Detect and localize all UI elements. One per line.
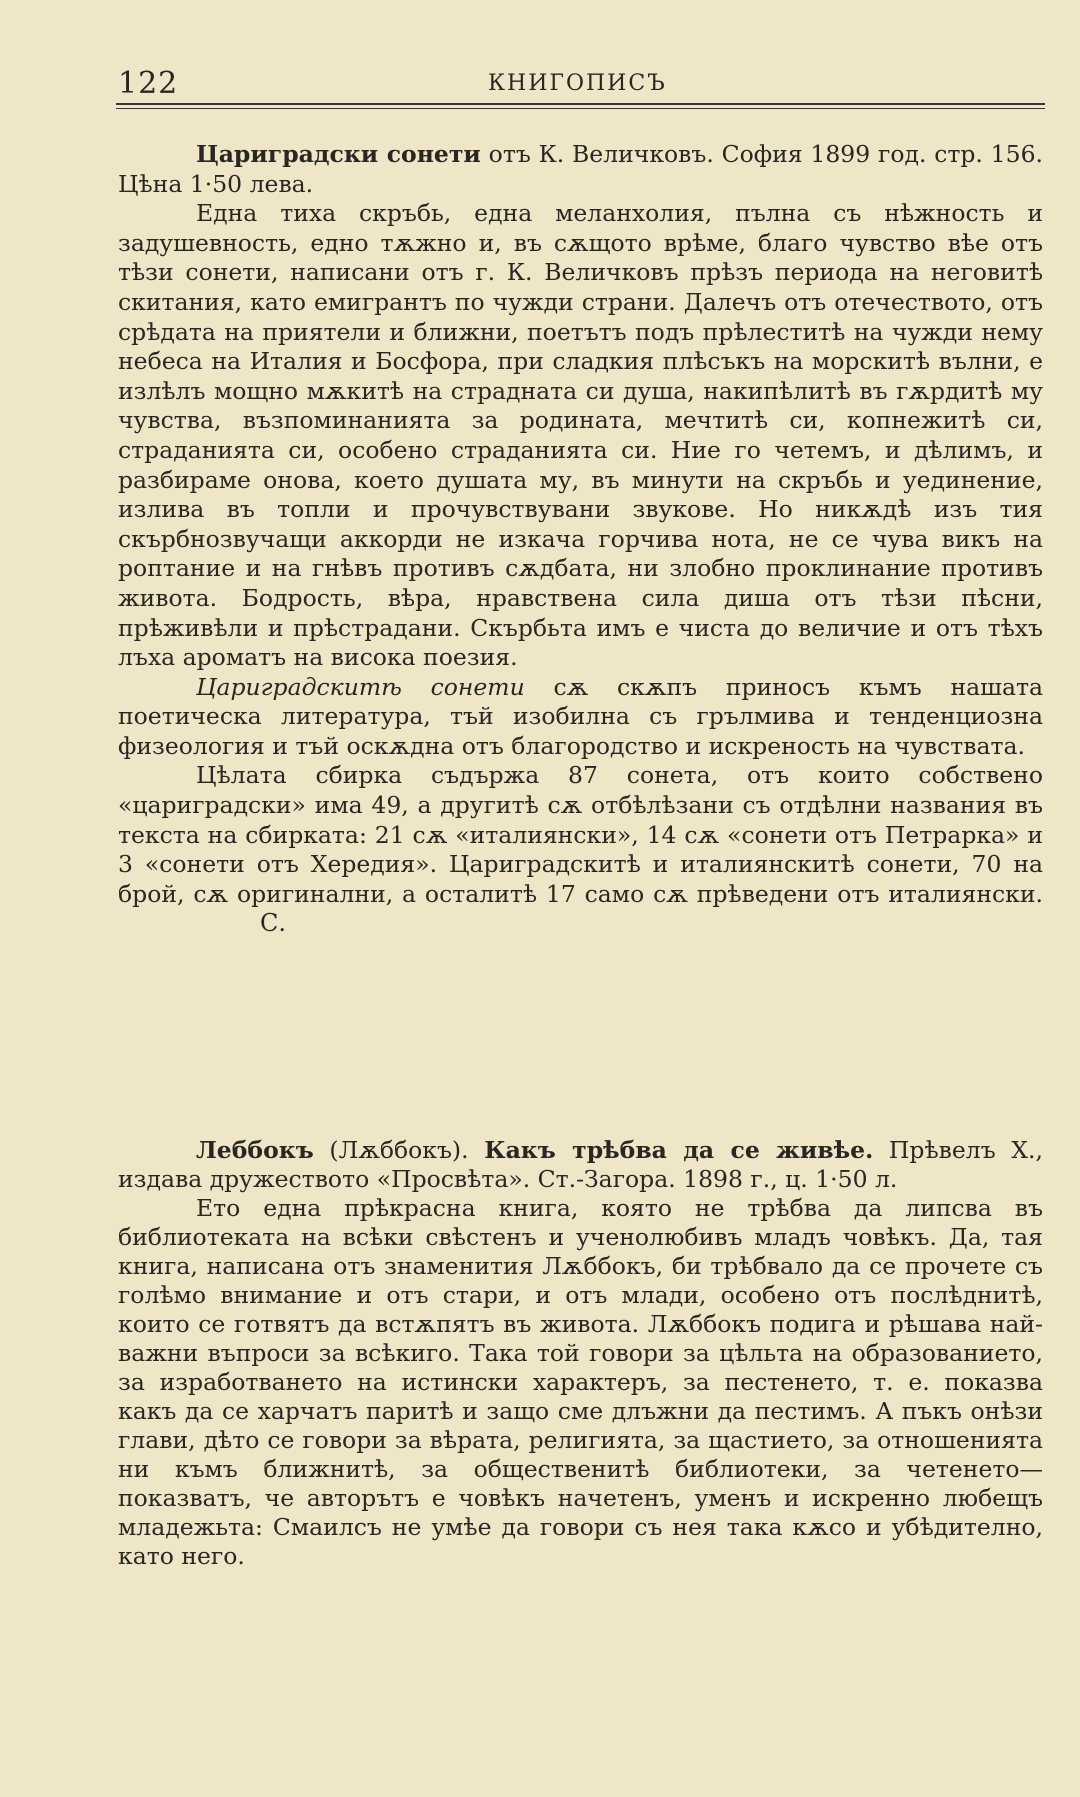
author-variant: (Лѫббокъ). <box>313 1136 485 1164</box>
book-title: Цариградски сонети <box>196 140 481 168</box>
header-rule-thick <box>116 103 1045 105</box>
reviewer-signature: С. <box>260 909 286 938</box>
page-header <box>118 66 1043 102</box>
paragraph-text: Цѣлата сбирка съдържа 87 сонета, отъ които собствено «цариградски» има 49, а другитѣ сѫ отбѣлѣзани съ отдѣлни названия въ текста на сбирката: 21 сѫ «италиянски», 14 сѫ «сонети отъ Петрарка» и 3 «сонети отъ Хередия». Цариградскитѣ и италиянскитѣ сонети, 70 на брой, сѫ оригинални, а осталитѣ 17 само сѫ прѣведени отъ италиянски. <box>118 761 1043 908</box>
book-citation: отъ К. Величковъ. София 1899 год. стр. 156. Цѣна 1·50 лева. <box>118 140 1043 198</box>
book-title: Какъ трѣбва да се живѣе. <box>484 1136 874 1164</box>
review-tsarigradski-soneti <box>118 140 1043 939</box>
paragraph-text: сѫ скѫпъ приносъ къмъ нашата поетическа литература, тъй изобилна съ грълмива и тенденциозна физеология и тъй оскѫдна отъ благородство и искреность на чувствата. <box>118 672 1043 760</box>
header-rule-thin <box>116 108 1045 109</box>
review-paragraph: Ето една прѣкрасна книга, която не трѣбва да липсва въ библиотеката на всѣки свѣстенъ и ученолюбивъ младъ човѣкъ. Да, тая книга, написана отъ знаменития Лѫббокъ, би трѣбвало да се прочете съ голѣмо внимание и отъ стари, и отъ млади, особено отъ послѣднитѣ, които се готвятъ да встѫпятъ въ живота. Лѫббокъ подига и рѣшава най-важни въпроси за всѣкиго. Така той говори за цѣльта на образованието, за изработването на истински характеръ, за пестенето, т. е. показва какъ да се харчатъ паритѣ и защо сме длъжни да пестимъ. А пъкъ онѣзи глави, дѣто се говори за вѣрата, религията, за щастието, за отношенията ни къмъ ближнитѣ, за общественитѣ библиотеки, за четенето—показватъ, че авторътъ е човѣкъ начетенъ, уменъ и искренно любещъ младежьта: Смаилсъ не умѣе да говори съ нея така кѫсо и убѣдително, като него. <box>118 1194 1043 1570</box>
running-title: КНИГОПИСЪ <box>488 71 667 96</box>
review-paragraph <box>118 761 1043 939</box>
review-heading <box>118 1136 1043 1194</box>
book-citation: Прѣвелъ Х., издава дружеството «Просвѣта». Ст.-Загора. 1898 г., ц. 1·50 л. <box>118 1136 1043 1193</box>
book-author: Леббокъ <box>196 1136 314 1164</box>
review-kak-trebva-da-se-zhivee <box>118 1136 1043 1571</box>
italic-book-title: Цариградскитѣ сонети <box>196 672 525 701</box>
review-heading <box>118 140 1043 199</box>
review-paragraph <box>118 673 1043 762</box>
review-paragraph: Една тиха скръбь, една меланхолия, пълна съ нѣжность и задушевность, едно тѫжно и, въ сѫщото врѣме, благо чувство вѣе отъ тѣзи сонети, написани отъ г. К. Величковъ прѣзъ периода на неговитѣ скитания, като емигрантъ по чужди страни. Далечъ отъ отечеството, отъ срѣдата на приятели и ближни, поетътъ подъ прѣлеститѣ на чужди нему небеса на Италия и Босфора, при сладкия плѣсъкъ на морскитѣ вълни, е излѣлъ мощно мѫкитѣ на страдната си душа, накипѣлитѣ въ гѫрдитѣ му чувства, възпоминанията за родината, мечтитѣ си, копнежитѣ си, страданията си, особено страданията си. Ние го четемъ, и дѣлимъ, и разбираме онова, което душата му, въ минути на скръбь и уединение, излива въ топли и прочувствувани звукове. Но никѫдѣ изъ тия скърбнозвучащи аккорди не изкача горчива нота, не се чува викъ на роптание и на гнѣвъ противъ сѫдбата, ни злобно проклинание противъ живота. Бодрость, вѣра, нравствена сила диша отъ тѣзи пѣсни, прѣживѣли и прѣстрадани. Скърбьта имъ е чиста до величие и отъ тѣхъ лъха ароматъ на висока поезия. <box>118 199 1043 672</box>
page-number: 122 <box>118 66 179 101</box>
